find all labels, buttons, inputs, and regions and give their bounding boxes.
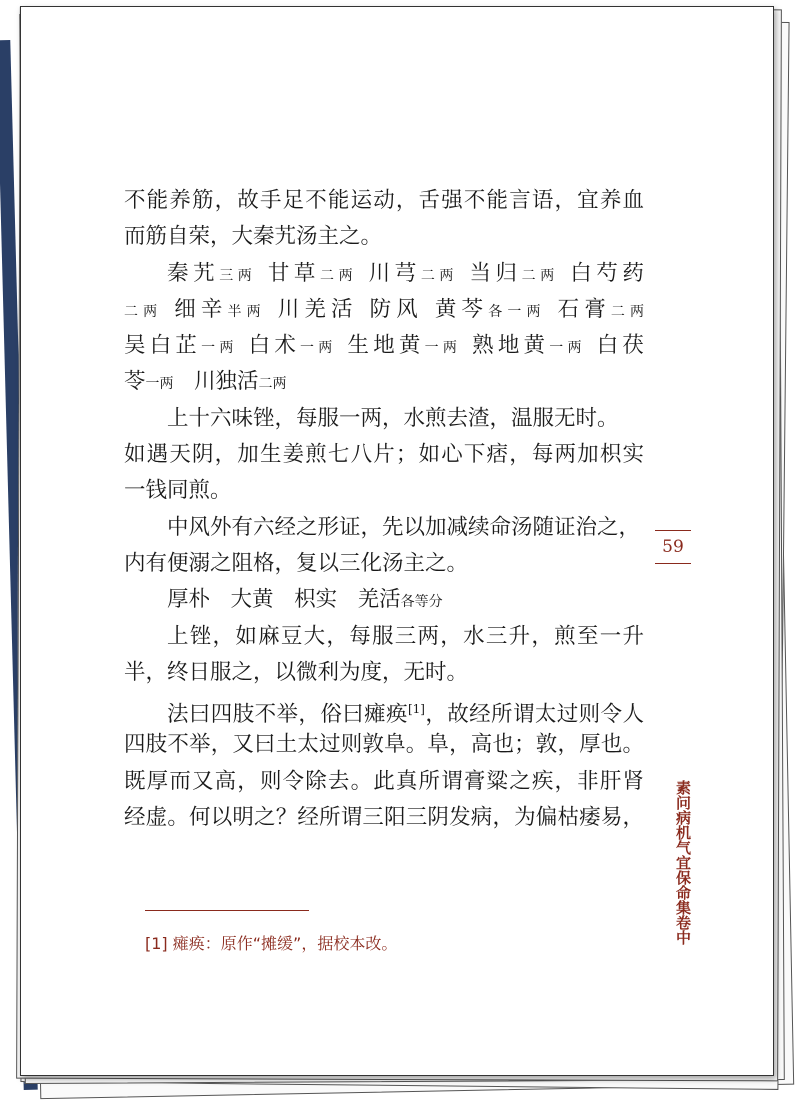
herb-name: 生地黄	[347, 333, 425, 359]
herb-dose: 二两	[320, 267, 358, 284]
herb-dose: 一两	[300, 340, 337, 357]
herb-dose: 半两	[227, 303, 266, 320]
herb-dose: 二两	[610, 303, 644, 320]
page-body	[124, 183, 644, 836]
herb-name: 羌活	[357, 587, 401, 613]
herb-dose: 一两	[201, 340, 238, 357]
text-line: 如遇天阴，加生姜煎七八片；如心下痞，每两加枳实	[124, 442, 644, 468]
herb-name: 川羌活	[277, 296, 358, 322]
herb-dose: 各等分	[400, 594, 443, 611]
text-line: 四肢不举，又曰土太过则敦阜。阜，高也；敦，厚也。	[124, 732, 644, 758]
herb-dose: 二两	[521, 267, 559, 284]
herb-dose: 二两	[124, 303, 163, 320]
footnote-rule	[145, 910, 309, 911]
page-number-rule-top	[655, 530, 691, 531]
herb-name: 吴白芷	[124, 333, 202, 359]
page-number-rule-bottom	[655, 563, 691, 564]
text-line: 内有便溺之阻格，复以三化汤主之。	[124, 550, 469, 576]
herb-list-line	[124, 364, 644, 400]
herb-dose: 各一两	[488, 303, 546, 320]
herb-dose: 二两	[258, 376, 287, 393]
herb-name: 防风	[369, 296, 423, 322]
text-line: 一钱同煎。	[124, 478, 232, 504]
herb-list-line	[124, 582, 644, 618]
text-line: 不能养筋，故手足不能运动，舌强不能言语，宜养血	[124, 188, 644, 213]
herb-name: 细辛	[174, 296, 228, 322]
text-line: 上锉，如麻豆大，每服三两，水三升，煎至一升	[167, 623, 644, 649]
herb-list-line	[124, 292, 644, 328]
footnote: [1] 瘫痪：原作“摊缓”，据校本改。	[145, 934, 398, 953]
herb-dose: 一两	[424, 340, 462, 357]
text-line: 经虚。何以明之？经所谓三阳三阴发病，为偏枯痿易，	[124, 805, 644, 831]
herb-name: 川芎	[368, 260, 421, 286]
herb-dose: 一两	[145, 376, 174, 393]
herb-name: 川独活	[194, 369, 259, 395]
text-span: 法曰四肢不举，俗曰瘫痪	[167, 702, 408, 728]
herb-name: 苓	[124, 369, 146, 395]
herb-name: 熟地黄	[472, 333, 550, 359]
text-line	[124, 691, 644, 727]
text-line: 而筋自荣，大秦艽汤主之。	[124, 224, 383, 250]
herb-name: 甘草	[267, 260, 320, 286]
herb-name: 大黄	[230, 587, 274, 613]
text-line: 半，终日服之，以微利为度，无时。	[124, 659, 469, 685]
herb-name: 秦艽	[167, 260, 220, 286]
text-line: 既厚而又高，则令除去。此真所谓膏粱之疾，非肝肾	[124, 768, 644, 794]
herb-name: 白芍药	[570, 260, 644, 286]
herb-list-line	[124, 256, 644, 292]
herb-name: 厚朴	[167, 587, 211, 613]
herb-dose: 二两	[420, 267, 458, 284]
page-number: 59	[662, 537, 684, 557]
text-line: 中风外有六经之形证，先以加减续命汤随证治之，	[167, 514, 641, 540]
herb-name: 石膏	[557, 296, 611, 322]
running-title: 素问病机气宜保命集卷中	[674, 780, 692, 945]
herb-list-line	[124, 328, 644, 364]
footnote-ref[interactable]: [1]	[407, 702, 425, 717]
herb-dose: 三两	[219, 267, 257, 284]
herb-name: 枳实	[294, 587, 338, 613]
text-span: ，故经所谓太过则令人	[424, 702, 644, 728]
herb-name: 白茯	[596, 333, 644, 359]
herb-name: 白术	[248, 333, 301, 359]
herb-dose: 一两	[549, 340, 586, 357]
text-line: 上十六味锉，每服一两，水煎去渣，温服无时。	[167, 405, 619, 431]
herb-name: 当归	[469, 260, 522, 286]
herb-name: 黄芩	[434, 296, 489, 322]
